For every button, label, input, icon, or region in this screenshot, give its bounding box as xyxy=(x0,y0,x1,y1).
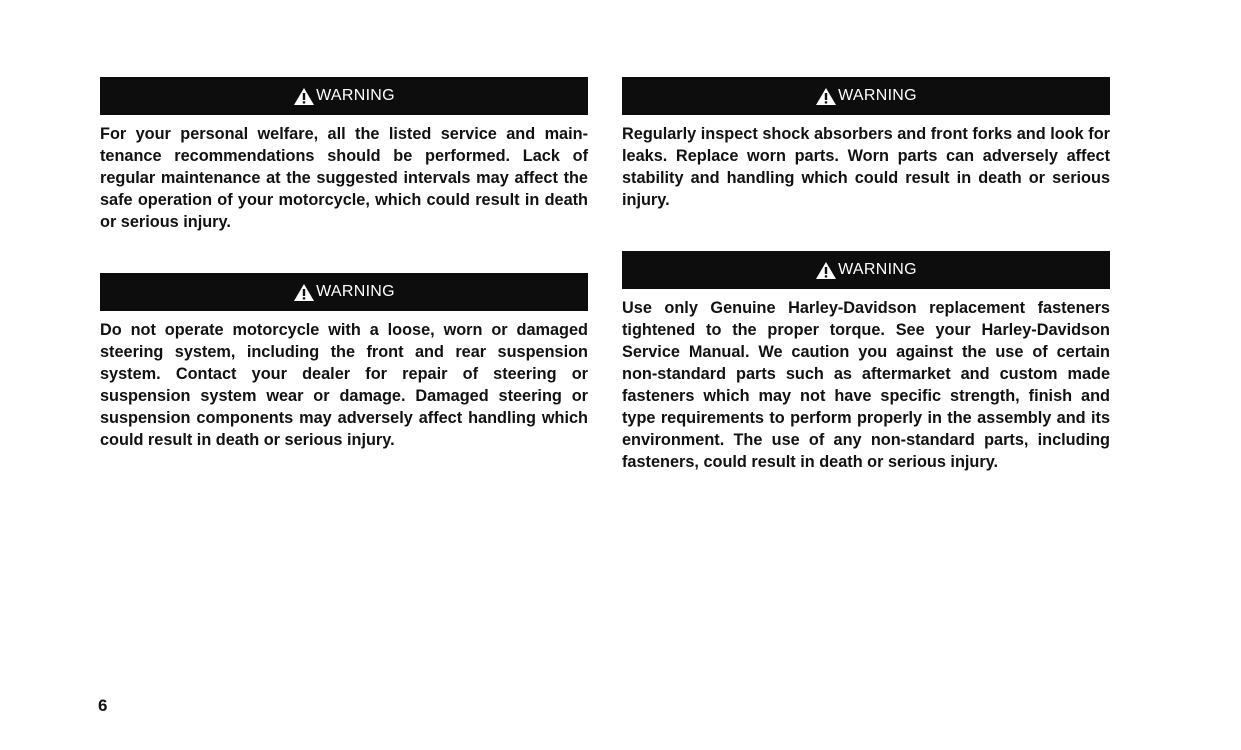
warning-box-4 xyxy=(622,251,1110,473)
warning-triangle-icon xyxy=(815,261,837,280)
warning-box-3 xyxy=(622,77,1110,211)
warning-label: WARNING xyxy=(316,283,395,300)
warning-triangle-icon xyxy=(815,87,837,106)
warning-label: WARNING xyxy=(838,261,917,278)
page-number: 6 xyxy=(98,696,108,715)
warning-label: WARNING xyxy=(316,87,395,104)
warning-text: Use only Genuine Harley-Davidson replacement fasteners tightened to the proper torque. See your Harley-Davidson Service Manual. We caution you against the use of certain non-standard parts such as aftermarket and custom made fasteners which may not have specific strength, finish and type requirements to perform properly in the assembly and its environment. The use of any non-standard parts, including fasteners, could result in death or serious injury. xyxy=(622,299,1110,471)
right-column xyxy=(622,77,1110,513)
warning-text: For your personal welfare, all the listed service and maintenance recommendations should be performed. Lack of regular maintenance at the suggested intervals may affect the safe operation of your motorcycle, which could result in death or serious injury. xyxy=(100,125,588,231)
warning-text: Do not operate motorcycle with a loose, worn or damaged steering system, including the front and rear suspension system. Contact your dealer for repair of steering or suspension system wear or damage. Damaged steering or suspension components may adversely affect handling which could result in death or serious injury. xyxy=(100,321,588,449)
warning-header xyxy=(100,77,588,115)
warning-label: WARNING xyxy=(838,87,917,104)
warning-header xyxy=(100,273,588,311)
warning-box-2 xyxy=(100,273,588,451)
warning-triangle-icon xyxy=(293,87,315,106)
warning-triangle-icon xyxy=(293,283,315,302)
left-column xyxy=(100,77,588,491)
warning-header xyxy=(622,77,1110,115)
warning-header xyxy=(622,251,1110,289)
warning-text: Regularly inspect shock absorbers and front forks and look for leaks. Replace worn parts. Worn parts can adversely affect stability and handling which could result in death or serious injury. xyxy=(622,125,1110,209)
warning-box-1 xyxy=(100,77,588,233)
